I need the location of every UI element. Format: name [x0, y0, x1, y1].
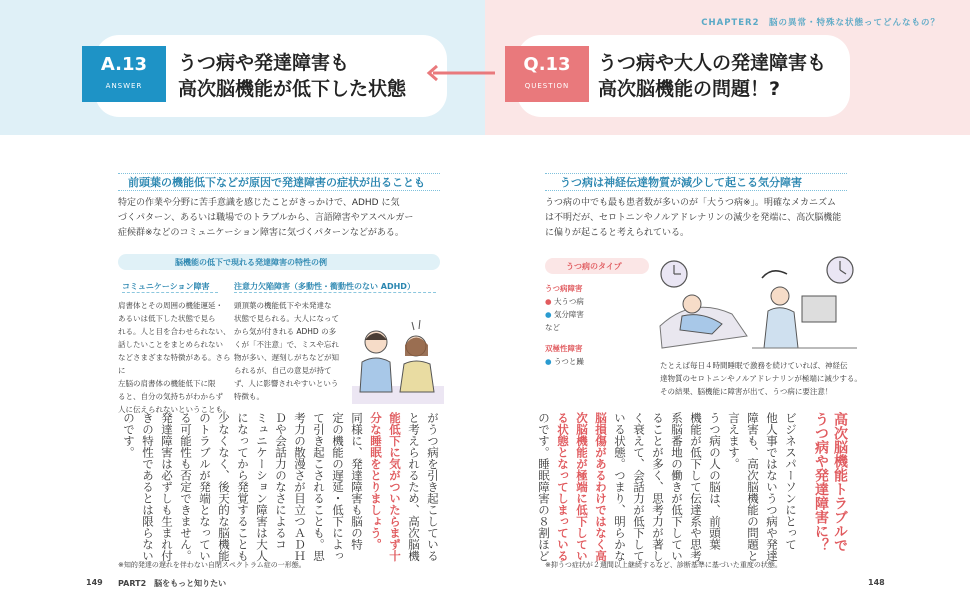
blue-bullet-icon: ●	[545, 310, 552, 319]
left-intro	[118, 196, 448, 241]
vcol: ビジネスパーソンにとって	[784, 412, 798, 550]
caption-line: たとえば毎日４時間睡眠で激務を続けていれば、神経伝	[660, 361, 848, 370]
unipolar-item	[545, 308, 655, 321]
vcol: のトラブルが発端となってい	[198, 412, 212, 562]
vcol: 能低下に気がついたらまず十	[388, 412, 402, 562]
unipolar-item	[545, 295, 655, 308]
right-section-title: うつ病は神経伝達物質が減少して起こる気分障害	[560, 176, 802, 189]
vcol: がうつ病を引き起こしている	[426, 412, 440, 562]
vcol: 系脳番地の働きが低下してい	[670, 412, 684, 562]
unipolar-more: など	[545, 323, 560, 332]
vcol: のです。睡眠障害の８割ほど	[537, 412, 551, 562]
left-section-title: 前頭葉の機能低下などが原因で発達障害の症状が出ることも	[128, 176, 425, 189]
right-footnote: ※抑うつ症状が２週間以上継続するなど、診断基準に基づいた重度の状態。	[545, 561, 782, 569]
right-vertical-title	[805, 412, 849, 572]
red-bullet-icon: ●	[545, 297, 552, 306]
col1-text	[118, 299, 232, 416]
col1-heading: コミュニケーション障害	[122, 281, 218, 293]
left-intro-line: 特定の作業や分野に苦手意識を感じたことがきっかけで、ADHD に気	[118, 198, 400, 208]
left-intro-line: づくパターン、あるいは職場でのトラブルから、言語障害やアスペルガー	[118, 213, 414, 223]
caption-line: その結果、脳機能に障害が出て、うつ病に要注意！	[660, 387, 833, 396]
part-label: PART2 脳をもっと知りたい	[118, 579, 227, 588]
vcol: Ｄや会話力のなさによるコ	[274, 412, 288, 550]
vtitle-col: 高次脳機能トラブルで	[832, 412, 848, 552]
vcol: のです。	[122, 412, 136, 458]
vcol: 定の機能の遅延・低下によっ	[331, 412, 345, 562]
vcol: る可能性も否定できません。	[179, 412, 193, 562]
caption-line: 達物質のセロトニンやノルアドレナリンが極端に減少する。	[660, 374, 862, 383]
question-line-1: うつ病や大人の発達障害も	[598, 52, 827, 74]
vcol: て引き起こされることも。思	[312, 412, 326, 562]
left-vertical-body	[112, 412, 442, 572]
vcol: 分な睡眠をとりましょう。	[369, 412, 383, 550]
col2-line: 特徴も。	[234, 392, 264, 401]
right-vertical-body	[538, 412, 800, 572]
col2-text	[234, 299, 350, 403]
col1-line: 肩書体とその周囲の機能運延・	[118, 301, 223, 310]
vcol: 他人事ではないうつ病や発達	[765, 412, 779, 562]
answer-badge	[82, 46, 166, 102]
vcol: 障害も、高次脳機能の問題と	[746, 412, 760, 562]
answer-badge-number: A.13	[100, 54, 148, 75]
vtitle-col: うつ病や発達障害に？	[813, 412, 829, 552]
vcol: 機能が低下して伝達系や思考	[689, 412, 703, 562]
answer-line-2: 高次脳機能が低下した状態	[178, 78, 407, 100]
bipolar-heading: 双極性障害	[545, 344, 583, 353]
col2-line: 状態で見られる。大人になって	[234, 314, 339, 323]
col1-line: 話したいことをまとめられない	[118, 340, 223, 349]
col1-line: あるいは低下した状態で見ら	[118, 314, 216, 323]
question-badge	[505, 46, 589, 102]
vcol: 脳損傷があるわけではなく高	[594, 412, 608, 562]
right-intro-line: は不明だが、セロトニンやノルアドレナリンの減少を発端に、高次脳機能	[545, 213, 842, 223]
col1-line: れる。人と目を合わせられない、	[118, 327, 231, 336]
col2-line: くが「不注意」で、ミスや忘れ	[234, 340, 339, 349]
right-intro-line: に偏りが起こると考えられている。	[545, 228, 690, 238]
bipolar-item	[545, 355, 655, 368]
double-arrow-icon	[425, 64, 503, 82]
col1-line: ると、自分の気持ちがわからず	[118, 392, 223, 401]
blue-bullet-icon: ●	[545, 357, 552, 366]
chapter-label: CHAPTER2 脳の異常・特殊な状態ってどんなもの？	[701, 18, 940, 28]
traits-subheading: 脳機能の低下で現れる発達障害の特性の例	[175, 258, 327, 267]
depression-types-list	[545, 282, 655, 368]
col1-line: 左脳の肩書体の機能低下に限	[118, 379, 216, 388]
vcol: になってから発覚することも	[236, 412, 250, 562]
bipolar-item-text: うつと躁	[553, 357, 584, 366]
left-intro-line: 症候群※などのコミュニケーション障害に気づくパターンなどがある。	[118, 228, 404, 238]
right-page-number: 148	[868, 578, 885, 587]
unipolar-item-text: 気分障害	[553, 310, 584, 319]
question-badge-number: Q.13	[523, 54, 571, 75]
col2-line: ず、人に影響されやすいという	[234, 379, 339, 388]
vcol: 同様に、発達障害も脳の特	[350, 412, 364, 550]
unipolar-heading: うつ病障害	[545, 284, 583, 293]
depression-types-title: うつ病のタイプ	[566, 262, 622, 271]
answer-line-1: うつ病や発達障害も	[178, 52, 350, 74]
vcol: 考力の散漫さが目立つＡＤＨ	[293, 412, 307, 562]
left-page-number: 149	[86, 578, 103, 587]
vcol: 言えます。	[727, 412, 741, 470]
col2-heading: 注意力欠陥障害（多動性・衝動性のない ADHD）	[234, 281, 436, 293]
question-badge-sub: QUESTION	[524, 82, 570, 90]
col2-line: から気が付きれる ADHD の多	[234, 327, 337, 336]
col1-line: などさまざまな特徴がある。さらに	[118, 353, 231, 375]
col2-line: 頭頂葉の機能低下や未発達な	[234, 301, 332, 310]
right-intro-line: うつ病の中でも最も患者数が多いのが「大うつ病※」。明確なメカニズム	[545, 198, 837, 208]
vcol: ることが多く、思考力が著し	[651, 412, 665, 562]
vcol: る状態となってしまっている	[556, 412, 570, 562]
col2-line: 物が多い、遅刻しがちなどが知	[234, 353, 339, 362]
vcol: うつ病の人の脳は、前頭葉	[708, 412, 722, 550]
left-footnote: ※知的発達の遅れを伴わない自閉スペクトラム症の一形態。	[118, 561, 306, 569]
vcol: 次脳機能が極端に低下してい	[575, 412, 589, 562]
answer-badge-sub: ANSWER	[105, 82, 143, 90]
illustration-caption	[660, 359, 870, 398]
vcol: きの特性であるとは限らない	[141, 412, 155, 562]
vcol: 少なくなく、後天的な脳機能	[217, 412, 231, 562]
vcol: と考えられるため、高次脳機	[407, 412, 421, 562]
vcol: いる状態。つまり、明らかな	[613, 412, 627, 562]
question-line-2: 高次脳機能の問題！?	[598, 78, 781, 100]
office-workers-illustration	[352, 312, 444, 404]
vcol: く衰えて、会話力が低下して	[632, 412, 646, 562]
vcol: 発達障害は必ずしも生まれ付	[160, 412, 174, 562]
col2-line: られるが、自己の意見が持て	[234, 366, 332, 375]
sleep-and-overwork-illustration	[652, 256, 862, 356]
col1-line: 人に伝えられないということも。	[118, 405, 231, 414]
vcol: ミュニケーション障害は大人	[255, 412, 269, 562]
right-intro	[545, 196, 875, 241]
unipolar-item-text: 大うつ病	[553, 297, 584, 306]
